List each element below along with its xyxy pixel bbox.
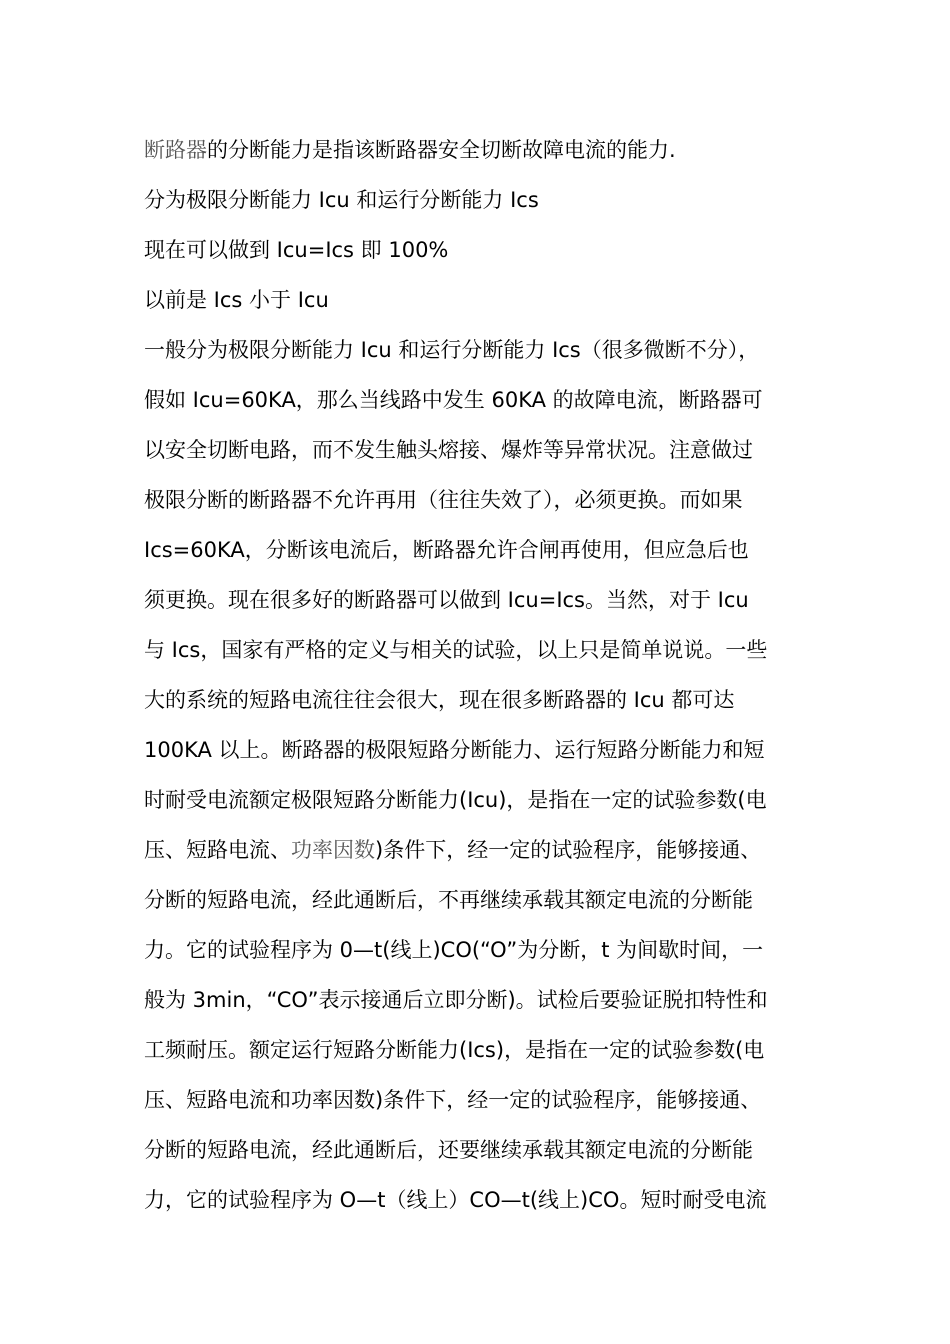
text-segment: Ics=60KA，分断该电流后，断路器允许合闸再使用，但应急后也 bbox=[144, 538, 749, 562]
text-line bbox=[144, 475, 810, 525]
text-segment: 与 Ics，国家有严格的定义与相关的试验，以上只是简单说说。一些 bbox=[144, 638, 768, 662]
text-link: 功率因数 bbox=[291, 838, 375, 862]
text-link: 断路器 bbox=[144, 138, 207, 162]
text-line bbox=[144, 775, 810, 825]
document-body bbox=[144, 125, 810, 1225]
text-segment: )条件下，经一定的试验程序，能够接通、 bbox=[375, 838, 762, 862]
text-segment: 的分断能力是指该断路器安全切断故障电流的能力. bbox=[207, 138, 676, 162]
text-line bbox=[144, 125, 810, 175]
text-segment: 时耐受电流额定极限短路分断能力(Icu)，是指在一定的试验参数(电 bbox=[144, 788, 767, 812]
text-segment: 力，它的试验程序为 O—t（线上）CO—t(线上)CO。短时耐受电流 bbox=[144, 1188, 767, 1212]
text-line bbox=[144, 825, 810, 875]
text-line bbox=[144, 1075, 810, 1125]
text-segment: 力。它的试验程序为 0—t(线上)CO(“O”为分断，t 为间歇时间，一 bbox=[144, 938, 764, 962]
text-segment: 现在可以做到 Icu=Ics 即 100% bbox=[144, 238, 449, 262]
text-line bbox=[144, 875, 810, 925]
text-segment: 压、短路电流和功率因数)条件下，经一定的试验程序，能够接通、 bbox=[144, 1088, 762, 1112]
text-line bbox=[144, 975, 810, 1025]
text-line bbox=[144, 1025, 810, 1075]
text-segment: 分断的短路电流，经此通断后，还要继续承载其额定电流的分断能 bbox=[144, 1138, 753, 1162]
text-segment: 极限分断的断路器不允许再用（往往失效了），必须更换。而如果 bbox=[144, 488, 743, 512]
text-segment: 一般分为极限分断能力 Icu 和运行分断能力 Ics（很多微断不分）， bbox=[144, 338, 760, 362]
text-segment: 100KA 以上。断路器的极限短路分断能力、运行短路分断能力和短 bbox=[144, 738, 765, 762]
text-line bbox=[144, 225, 810, 275]
text-line bbox=[144, 275, 810, 325]
text-line bbox=[144, 575, 810, 625]
text-segment: 分为极限分断能力 Icu 和运行分断能力 Ics bbox=[144, 188, 539, 212]
text-line bbox=[144, 1175, 810, 1225]
text-segment: 分断的短路电流，经此通断后，不再继续承载其额定电流的分断能 bbox=[144, 888, 753, 912]
text-line bbox=[144, 625, 810, 675]
text-segment: 般为 3min，“CO”表示接通后立即分断)。试检后要验证脱扣特性和 bbox=[144, 988, 768, 1012]
text-line bbox=[144, 525, 810, 575]
text-line bbox=[144, 425, 810, 475]
text-line bbox=[144, 725, 810, 775]
text-segment: 工频耐压。额定运行短路分断能力(Ics)，是指在一定的试验参数(电 bbox=[144, 1038, 765, 1062]
text-segment: 假如 Icu=60KA，那么当线路中发生 60KA 的故障电流，断路器可 bbox=[144, 388, 763, 412]
text-line bbox=[144, 375, 810, 425]
text-segment: 压、短路电流、 bbox=[144, 838, 291, 862]
text-segment: 须更换。现在很多好的断路器可以做到 Icu=Ics。当然，对于 Icu bbox=[144, 588, 749, 612]
text-line bbox=[144, 1125, 810, 1175]
text-line bbox=[144, 325, 810, 375]
text-line bbox=[144, 925, 810, 975]
text-segment: 大的系统的短路电流往往会很大，现在很多断路器的 Icu 都可达 bbox=[144, 688, 735, 712]
text-line bbox=[144, 675, 810, 725]
text-segment: 以安全切断电路，而不发生触头熔接、爆炸等异常状况。注意做过 bbox=[144, 438, 753, 462]
text-line bbox=[144, 175, 810, 225]
text-segment: 以前是 Ics 小于 Icu bbox=[144, 288, 329, 312]
